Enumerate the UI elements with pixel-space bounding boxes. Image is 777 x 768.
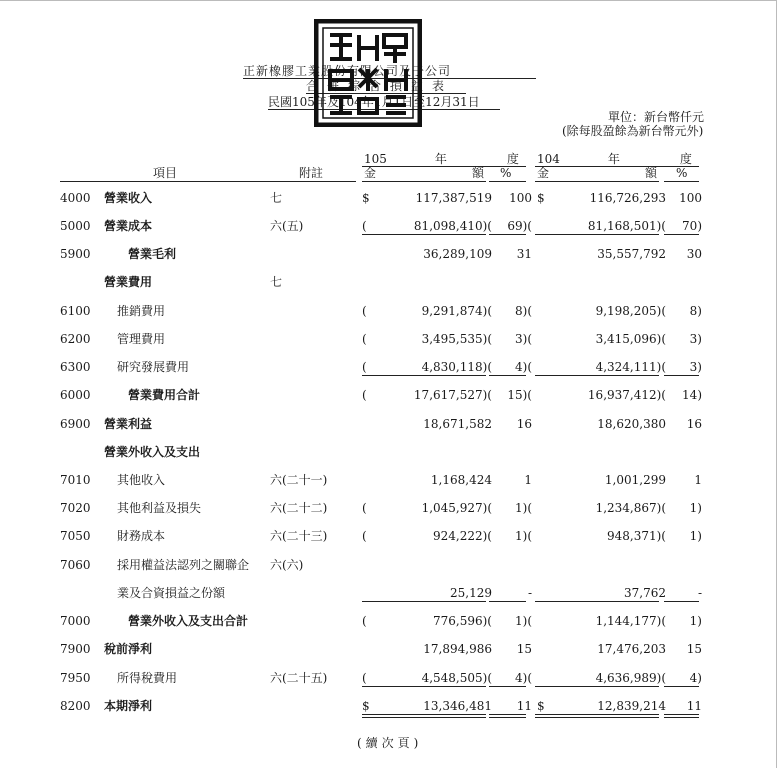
amount-105: 3,495,535)( bbox=[421, 332, 492, 346]
percent-105-header: % bbox=[500, 166, 512, 180]
percent-105: 11 bbox=[516, 699, 532, 713]
amount-105: 1,045,927)( bbox=[421, 501, 492, 515]
total-double-rule bbox=[362, 717, 486, 718]
account-name: 其他利益及損失 bbox=[117, 501, 202, 515]
note-reference: 六(五) bbox=[270, 219, 304, 233]
amount-105: 4,548,505)( bbox=[421, 671, 492, 685]
total-double-rule bbox=[535, 717, 659, 718]
amount-104: 81,168,501)( bbox=[587, 219, 666, 233]
amount-105: 17,894,986 bbox=[423, 642, 492, 656]
percent-105: 15 bbox=[516, 642, 532, 656]
percent-105: 4)( bbox=[515, 360, 532, 374]
account-code: 5900 bbox=[60, 247, 91, 261]
currency-or-paren-105: ( bbox=[362, 388, 367, 402]
percent-104: 1) bbox=[689, 529, 702, 543]
account-name: 業及合資損益之份額 bbox=[117, 586, 226, 600]
statement-row bbox=[0, 696, 777, 716]
account-name: 營業外收入及支出合計 bbox=[128, 614, 249, 628]
amount-104-header-rule bbox=[535, 181, 659, 182]
currency-or-paren-105: ( bbox=[362, 360, 367, 374]
currency-unit: 單位：新台幣仟元 bbox=[608, 110, 705, 124]
subtotal-rule bbox=[535, 686, 659, 687]
year-104-header: 104 年 度 bbox=[537, 152, 692, 166]
percent-104: 3) bbox=[689, 360, 702, 374]
statement-row bbox=[0, 470, 777, 490]
statement-row bbox=[0, 498, 777, 518]
subtotal-rule bbox=[535, 234, 659, 235]
currency-or-paren-105: $ bbox=[362, 191, 370, 205]
account-name: 營業費用合計 bbox=[128, 388, 201, 402]
percent-105: 100 bbox=[509, 191, 532, 205]
amount-105: 4,830,118)( bbox=[421, 360, 492, 374]
account-code: 6300 bbox=[60, 360, 91, 374]
amount-104: 9,198,205)( bbox=[595, 304, 666, 318]
amount-105: 924,222)( bbox=[433, 529, 492, 543]
statement-row bbox=[0, 611, 777, 631]
total-double-rule bbox=[489, 714, 526, 715]
account-name: 營業費用 bbox=[104, 275, 153, 289]
subtotal-rule bbox=[664, 234, 699, 235]
account-code: 6000 bbox=[60, 388, 91, 402]
note-reference: 六(二十二) bbox=[270, 501, 328, 515]
item-header-rule bbox=[60, 181, 356, 182]
amount-105-header-rule bbox=[362, 181, 486, 182]
percent-104: 30 bbox=[686, 247, 702, 261]
page-border-top bbox=[0, 0, 776, 1]
percent-104: - bbox=[697, 586, 702, 600]
currency-or-paren-105: ( bbox=[362, 304, 367, 318]
percent-104: 4) bbox=[689, 671, 702, 685]
account-code: 6200 bbox=[60, 332, 91, 346]
percent-105: - bbox=[527, 586, 532, 600]
amount-104: 3,415,096)( bbox=[595, 332, 666, 346]
account-code: 7000 bbox=[60, 614, 91, 628]
account-name: 財務成本 bbox=[117, 529, 166, 543]
account-name: 本期淨利 bbox=[104, 699, 153, 713]
account-code: 5000 bbox=[60, 219, 91, 233]
account-code: 7020 bbox=[60, 501, 91, 515]
account-code: 7050 bbox=[60, 529, 91, 543]
statement-row bbox=[0, 329, 777, 349]
amount-105: 36,289,109 bbox=[423, 247, 492, 261]
account-name: 管理費用 bbox=[117, 332, 166, 346]
note-reference: 七 bbox=[270, 275, 283, 289]
account-code: 8200 bbox=[60, 699, 91, 713]
subtotal-rule bbox=[489, 601, 526, 602]
subtotal-rule bbox=[489, 234, 526, 235]
account-name: 營業成本 bbox=[104, 219, 153, 233]
percent-105: 1)( bbox=[515, 501, 532, 515]
amount-104: 17,476,203 bbox=[597, 642, 666, 656]
statement-title: 合併綜合損益表 bbox=[306, 79, 454, 93]
total-double-rule bbox=[362, 714, 486, 715]
percent-105: 1)( bbox=[515, 614, 532, 628]
year-105-header: 105 年 度 bbox=[364, 152, 519, 166]
amount-104: 35,557,792 bbox=[597, 247, 666, 261]
statement-row bbox=[0, 272, 777, 292]
amount-105: 117,387,519 bbox=[415, 191, 492, 205]
statement-row bbox=[0, 583, 777, 603]
percent-105: 15)( bbox=[507, 388, 532, 402]
statement-row bbox=[0, 414, 777, 434]
percent-105: 3)( bbox=[515, 332, 532, 346]
percent-104-header: % bbox=[676, 166, 688, 180]
statement-row bbox=[0, 668, 777, 688]
account-code: 7010 bbox=[60, 473, 91, 487]
percent-105-header-rule bbox=[489, 181, 526, 182]
account-code: 6100 bbox=[60, 304, 91, 318]
account-name: 營業外收入及支出 bbox=[104, 445, 201, 459]
subtotal-rule bbox=[362, 234, 486, 235]
account-name: 所得稅費用 bbox=[117, 671, 178, 685]
amount-104: 37,762 bbox=[624, 586, 666, 600]
percent-104: 3) bbox=[689, 332, 702, 346]
amount-104: 1,234,867)( bbox=[595, 501, 666, 515]
amount-104: 116,726,293 bbox=[589, 191, 666, 205]
note-reference: 六(二十五) bbox=[270, 671, 328, 685]
amount-105: 9,291,874)( bbox=[421, 304, 492, 318]
percent-104: 1 bbox=[694, 473, 702, 487]
subtotal-rule bbox=[362, 686, 486, 687]
account-code: 7060 bbox=[60, 558, 91, 572]
statement-row bbox=[0, 639, 777, 659]
subtotal-rule bbox=[489, 375, 526, 376]
amount-105: 25,129 bbox=[450, 586, 492, 600]
subtotal-rule bbox=[362, 601, 486, 602]
percent-104: 8) bbox=[689, 304, 702, 318]
percent-105: 31 bbox=[516, 247, 532, 261]
amount-104: 18,620,380 bbox=[597, 417, 666, 431]
note-reference: 七 bbox=[270, 191, 283, 205]
statement-row bbox=[0, 385, 777, 405]
currency-or-paren-105: $ bbox=[362, 699, 370, 713]
percent-105: 69)( bbox=[507, 219, 532, 233]
percent-105: 1)( bbox=[515, 529, 532, 543]
statement-row bbox=[0, 442, 777, 462]
percent-105: 8)( bbox=[515, 304, 532, 318]
subtotal-rule bbox=[664, 375, 699, 376]
account-name: 採用權益法認列之關聯企 bbox=[117, 558, 250, 572]
company-seal-stamp bbox=[314, 19, 422, 127]
currency-or-paren-105: ( bbox=[362, 332, 367, 346]
subtotal-rule bbox=[489, 686, 526, 687]
amount-105: 81,098,410)( bbox=[413, 219, 492, 233]
percent-104: 100 bbox=[679, 191, 702, 205]
account-code: 7950 bbox=[60, 671, 91, 685]
note-column-header: 附註 bbox=[299, 166, 324, 180]
amount-104-header: 金 額 bbox=[537, 166, 658, 180]
amount-105: 1,168,424 bbox=[430, 473, 492, 487]
statement-row bbox=[0, 357, 777, 377]
statement-row bbox=[0, 216, 777, 236]
amount-104: 4,324,111)( bbox=[595, 360, 666, 374]
note-reference: 六(二十一) bbox=[270, 473, 328, 487]
percent-105: 4)( bbox=[515, 671, 532, 685]
subtotal-rule bbox=[535, 601, 659, 602]
currency-or-paren-105: ( bbox=[362, 219, 367, 233]
percent-104: 14) bbox=[682, 388, 702, 402]
account-name: 營業利益 bbox=[104, 417, 153, 431]
total-double-rule bbox=[535, 714, 659, 715]
percent-104: 15 bbox=[686, 642, 702, 656]
item-column-header: 項目 bbox=[153, 166, 178, 180]
account-name: 推銷費用 bbox=[117, 304, 166, 318]
currency-or-paren-104: $ bbox=[537, 699, 545, 713]
statement-row bbox=[0, 188, 777, 208]
statement-row bbox=[0, 526, 777, 546]
subtotal-rule bbox=[362, 375, 486, 376]
currency-unit-note: (除每股盈餘為新台幣元外) bbox=[562, 124, 704, 138]
amount-104: 12,839,214 bbox=[597, 699, 666, 713]
account-code: 4000 bbox=[60, 191, 91, 205]
account-name: 稅前淨利 bbox=[104, 642, 153, 656]
percent-104: 1) bbox=[689, 501, 702, 515]
continued-next-page: (續次頁) bbox=[357, 736, 423, 750]
company-name: 正新橡膠工業股份有限公司及子公司 bbox=[243, 64, 452, 78]
account-name: 研究發展費用 bbox=[117, 360, 190, 374]
statement-row bbox=[0, 244, 777, 264]
currency-or-paren-105: ( bbox=[362, 614, 367, 628]
total-double-rule bbox=[664, 714, 699, 715]
subtotal-rule bbox=[664, 601, 699, 602]
note-reference: 六(二十三) bbox=[270, 529, 328, 543]
percent-104: 70) bbox=[682, 219, 702, 233]
amount-105-header: 金 額 bbox=[364, 166, 485, 180]
statement-period: 民國105年及104年1月1日至12月31日 bbox=[268, 95, 480, 109]
amount-105: 17,617,527)( bbox=[413, 388, 492, 402]
subtotal-rule bbox=[664, 686, 699, 687]
amount-104: 948,371)( bbox=[607, 529, 666, 543]
account-name: 營業收入 bbox=[104, 191, 153, 205]
account-code: 6900 bbox=[60, 417, 91, 431]
account-name: 其他收入 bbox=[117, 473, 166, 487]
currency-or-paren-105: ( bbox=[362, 501, 367, 515]
account-name: 營業毛利 bbox=[128, 247, 177, 261]
subtotal-rule bbox=[535, 375, 659, 376]
currency-or-paren-105: ( bbox=[362, 529, 367, 543]
statement-row bbox=[0, 555, 777, 575]
amount-105: 776,596)( bbox=[433, 614, 492, 628]
amount-105: 13,346,481 bbox=[423, 699, 492, 713]
amount-105: 18,671,582 bbox=[423, 417, 492, 431]
percent-104: 11 bbox=[686, 699, 702, 713]
account-code: 7900 bbox=[60, 642, 91, 656]
percent-104: 1) bbox=[689, 614, 702, 628]
statement-row bbox=[0, 301, 777, 321]
amount-104: 1,144,177)( bbox=[595, 614, 666, 628]
amount-104: 16,937,412)( bbox=[587, 388, 666, 402]
total-double-rule bbox=[664, 717, 699, 718]
percent-104-header-rule bbox=[664, 181, 699, 182]
amount-104: 1,001,299 bbox=[604, 473, 666, 487]
amount-104: 4,636,989)( bbox=[595, 671, 666, 685]
total-double-rule bbox=[489, 717, 526, 718]
percent-105: 16 bbox=[516, 417, 532, 431]
currency-or-paren-105: ( bbox=[362, 671, 367, 685]
percent-104: 16 bbox=[686, 417, 702, 431]
percent-105: 1 bbox=[524, 473, 532, 487]
note-reference: 六(六) bbox=[270, 558, 304, 572]
currency-or-paren-104: $ bbox=[537, 191, 545, 205]
